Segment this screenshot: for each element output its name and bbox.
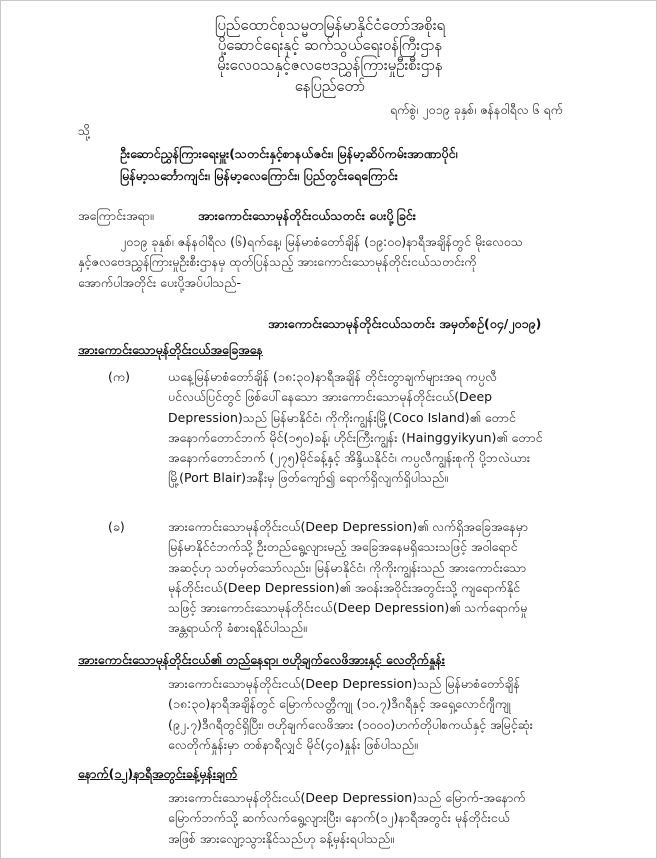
position-paragraph: [168, 674, 598, 755]
item-a-line: ယနေ့မြန်မာစံတော်ချိန် (၁၈:၃၀)နာရီအချိန် တိုင်းတွာချက်များအရ ကပ္ပလီ: [168, 369, 497, 384]
item-b-paragraph: [168, 517, 598, 639]
item-b-line: အန္တရာယ်ကို ခံစားရနိုင်ပါသည်။: [168, 620, 307, 636]
intro-line: ၂၀၁၉ ခုနှစ်၊ ဇန်နဝါရီလ (၆)ရက်နေ့၊ မြန်မာစံတော်ချိန် (၁၉:၀၀)နာရီအချိန်တွင် မိုးလေဝသ: [120, 234, 523, 249]
item-a-line: မြို့(Port Blair)အနီးမှ ဖြတ်ကျော်၍ ရောက်ရှိလျက်ရှိပါသည်။: [168, 470, 448, 486]
item-b-marker: (ခ): [108, 519, 125, 534]
header-government: ပြည်ထောင်စုသမ္မတမြန်မာနိုင်ငံတော်အစိုးရ: [214, 16, 446, 34]
position-line: အားကောင်းသောမုန်တိုင်းငယ်(Deep Depression)သည် မြန်မာစံတော်ချိန်: [168, 676, 520, 691]
forecast-line: အားကောင်းသောမုန်တိုင်းငယ်(Deep Depression)သည် မြောက်-အနောက်: [168, 790, 526, 805]
header-city: နေပြည်တော်: [294, 77, 366, 95]
section-title-position: အားကောင်းသောမုန်တိုင်းငယ်၏ တည်နေရာ၊ ဗဟိုချက်လေဖိအားနှင့် လေတိုက်နှုန်း: [78, 652, 445, 667]
forecast-paragraph: [168, 788, 598, 849]
header-department: မိုးလေဝသနှင့်ဇလဗေဒညွှန်ကြားမှုဦးစီးဌာန: [217, 56, 443, 74]
position-line: လေတိုက်နှုန်းမှာ တစ်နာရီလျှင် မိုင်(၄၀)နှုန်း ဖြစ်ပါသည်။: [168, 736, 418, 752]
recipient-line-1: ဦးဆောင်ညွှန်ကြားရေးမှူး(သတင်းနှင့်စာနယ်ဇင်း၊ မြန်မာ့ဆိပ်ကမ်းအာဏာပိုင်၊: [120, 146, 458, 161]
subject-text: အားကောင်းသောမုန်တိုင်းငယ်သတင်း ပေးပို့ခြင်း: [198, 208, 416, 223]
item-b-line: အားကောင်းသောမုန်တိုင်းငယ်(Deep Depression)၏ လက်ရှိအခြေအနေမှာ: [168, 519, 528, 534]
item-a-paragraph: [168, 367, 598, 489]
position-line: (၉၂.၇)ဒီဂရီတွင်ရှိပြီး၊ ဗဟိုချက်လေဖိအား (၁၀၀၀)ဟက်တိုပါစကယ်နှင့် အမြင့်ဆုံး: [168, 716, 533, 732]
recipient-line-2: မြန်မာ့သင်္ဘောကျင်း၊ မြန်မာ့လေကြောင်း၊ ပြည်တွင်းရေကြောင်း: [120, 168, 398, 183]
item-a-line: Depression)သည် မြန်မာနိုင်ငံ၊ ကိုကိုးကျွန်းမြို့(Coco Island)၏ တောင်: [168, 409, 516, 425]
intro-paragraph: [78, 232, 598, 293]
position-line: (၁၈:၃၀)နာရီအချိန်တွင် မြောက်လတ္တီကျု (၁၀.၇)ဒီဂရီနှင့် အရှေ့လောင်ဂျီကျု: [168, 696, 511, 712]
item-a-line: အနောက်တောင်ဘက် (၂၇၅)မိုင်ခန့်နှင့် အိန္ဒိယနိုင်ငံ၊ ကပ္ပလီကျွန်းစုကို ပို့ဘလဲယား: [168, 450, 531, 466]
forecast-line: အဖြစ် အားလျော့သွားနိုင်သည်ဟု ခန့်မှန်းရပါသည်။: [168, 830, 395, 846]
item-b-line: မြန်မာနိုင်ငံဘက်သို့ ဦးတည်ရွေ့လျားမည့် အခြေအနေမရှိသေးသဖြင့် အဝါရောင်: [168, 539, 518, 555]
item-a-line: အနောက်တောင်ဘက် မိုင်(၁၅၀)ခန့်၊ ဟိုင်းကြီးကျွန်း (Hainggyikyun)၏ တောင်: [168, 429, 543, 445]
item-b-line: သဖြင့် အားကောင်းသောမုန်တိုင်းငယ်(Deep Depression)၏ သက်ရောက်မှု: [168, 600, 528, 616]
item-a-line: ပင်လယ်ပြင်တွင် ဖြစ်ပေါ်နေသော အားကောင်းသောမုန်တိုင်းငယ်(Deep: [168, 389, 493, 405]
forecast-line: မြောက်ဘက်သို့ ဆက်လက်ရွေ့လျားပြီး၊ နောက်(၁၂)နာရီအတွင်း မုန်တိုင်းငယ်: [168, 810, 510, 826]
section-title-forecast: နောက်(၁၂)နာရီအတွင်းခန့်မှန်းချက်: [78, 766, 238, 781]
date-line: ရက်စွဲ၊ ၂၀၁၉ ခုနှစ်၊ ဇန်နဝါရီလ ၆ ရက်: [390, 102, 563, 117]
to-label: သို့: [78, 123, 91, 138]
bulletin-number: အားကောင်းသောမုန်တိုင်းငယ်သတင်း အမှတ်စဉ်(၀၄/၂၀၁၉): [268, 316, 542, 331]
item-a-marker: (က): [108, 369, 130, 384]
header-ministry: ပို့ဆောင်ရေးနှင့် ဆက်သွယ်ရေးဝန်ကြီးဌာန: [217, 36, 443, 54]
intro-line: အောက်ပါအတိုင်း ပေးပို့အပ်ပါသည်-: [78, 274, 241, 290]
subject-label: အကြောင်းအရာ။: [78, 208, 154, 223]
item-b-line: မုန်တိုင်းငယ်(Deep Depression)၏ အဝန်းအဝိုင်းအတွင်းသို့ ကျရောက်နိုင်: [168, 579, 521, 595]
item-b-line: အဆင့်ဟု သတ်မှတ်သော်လည်း၊ မြန်မာနိုင်ငံ၊ ကိုကိုးကျွန်းသည် အားကောင်းသော: [168, 559, 527, 575]
section-title-condition: အားကောင်းသောမုန်တိုင်းငယ်အခြေအနေ: [78, 342, 263, 357]
intro-line: နှင့်ဇလဗေဒညွှန်ကြားမှုဦးစီးဌာနမှ ထုတ်ပြန်သည့် အားကောင်းသောမုန်တိုင်းငယ်သတင်းကို: [78, 254, 477, 270]
